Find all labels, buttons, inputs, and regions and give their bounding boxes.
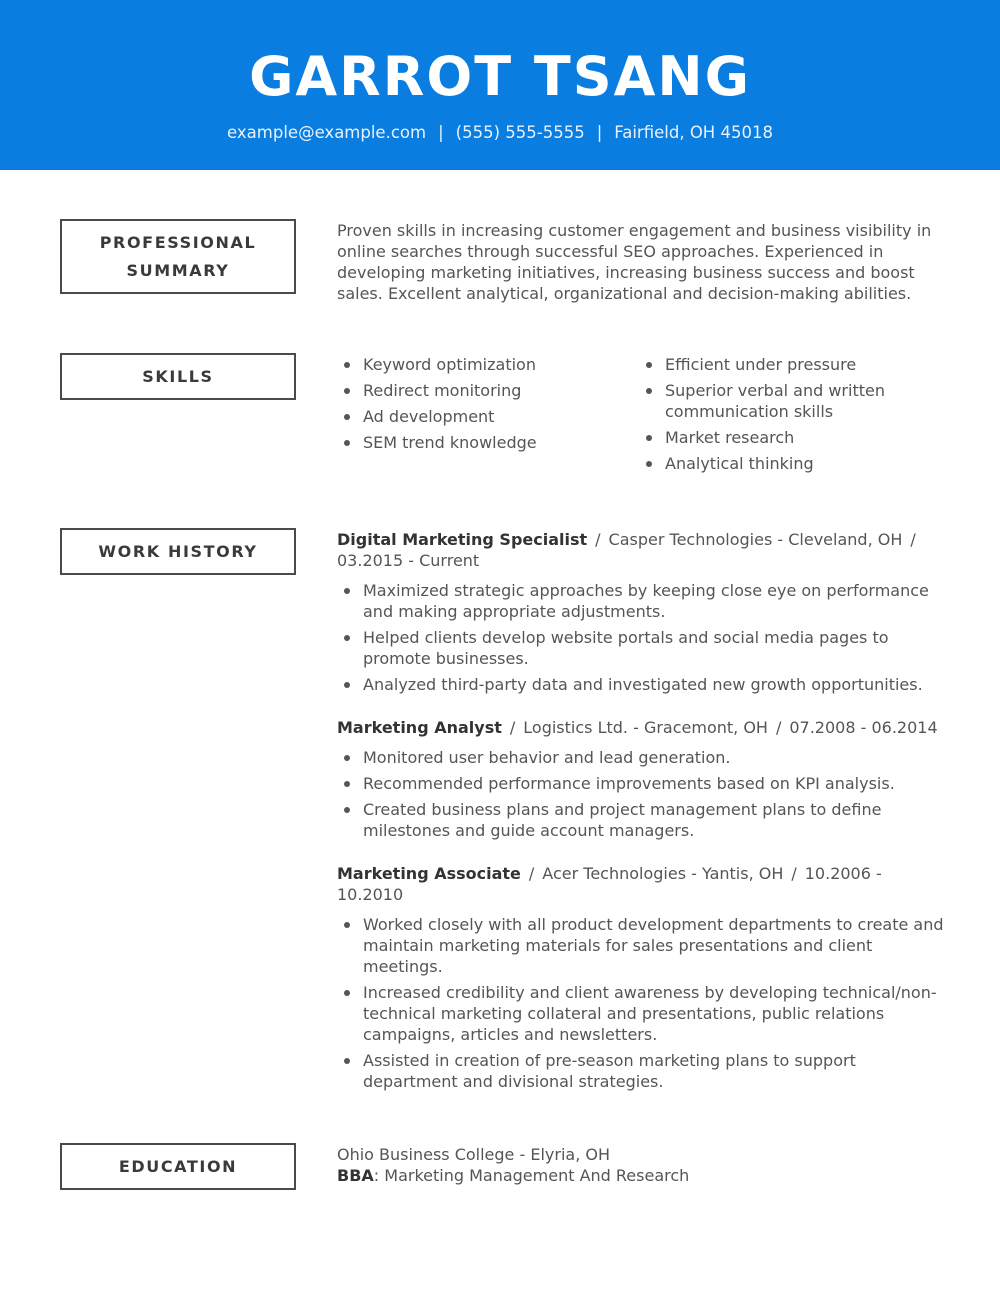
work-heading-box — [60, 528, 296, 575]
job-company: Logistics Ltd. - Gracemont, OH — [523, 718, 768, 737]
skill-item: Efficient under pressure — [639, 354, 899, 375]
skill-item: Ad development — [337, 406, 627, 427]
job-entry — [337, 717, 947, 841]
skills-column-right — [639, 354, 899, 479]
job-title: Digital Marketing Specialist — [337, 530, 588, 549]
job-title: Marketing Analyst — [337, 718, 502, 737]
job-bullet: Maximized strategic approaches by keeping close eye on performance and making appropriate adjustments. — [337, 580, 947, 622]
skill-item: SEM trend knowledge — [337, 432, 627, 453]
candidate-name: GARROT TSANG — [249, 45, 751, 108]
job-bullets — [337, 747, 947, 841]
contact-line — [0, 121, 1000, 145]
education-field: : Marketing Management And Research — [373, 1166, 690, 1185]
job-entry — [337, 529, 947, 695]
job-separator: / — [775, 718, 782, 737]
summary-text: Proven skills in increasing customer engagement and business visibility in online searches through successful SEO approaches. Experienced in developing marketing initiatives, increasing business success and boost sales. Excellent analytical, organizational and decision-making abilities. — [337, 221, 932, 303]
work-heading: WORK HISTORY — [98, 541, 258, 561]
job-bullet: Helped clients develop website portals and social media pages to promote businesses. — [337, 627, 947, 669]
education-details — [337, 1144, 947, 1186]
skills-heading: SKILLS — [142, 366, 214, 386]
contact-phone: (555) 555-5555 — [455, 123, 585, 142]
job-bullets — [337, 914, 947, 1092]
education-heading: EDUCATION — [118, 1156, 238, 1176]
job-bullets — [337, 580, 947, 695]
skill-item: Redirect monitoring — [337, 380, 627, 401]
job-bullet: Assisted in creation of pre-season marketing plans to support department and divisional strategies. — [337, 1050, 947, 1092]
job-dates: 10.2006 - 10.2010 — [337, 864, 882, 904]
job-bullet: Worked closely with all product development departments to create and maintain marketing materials for sales presentations and client meetings. — [337, 914, 947, 977]
education-degree-line — [337, 1165, 947, 1186]
job-bullet: Increased credibility and client awareness by developing technical/non-technical marketing collateral and presentations, public relations campaigns, articles and newsletters. — [337, 982, 947, 1045]
skill-item: Market research — [639, 427, 899, 448]
job-company: Acer Technologies - Yantis, OH — [542, 864, 784, 883]
resume-header — [0, 0, 1000, 170]
job-bullet: Recommended performance improvements based on KPI analysis. — [337, 773, 947, 794]
job-bullet: Monitored user behavior and lead generation. — [337, 747, 947, 768]
summary-heading-box — [60, 219, 296, 294]
work-list — [337, 529, 947, 1114]
job-company: Casper Technologies - Cleveland, OH — [608, 530, 903, 549]
contact-email: example@example.com — [227, 123, 427, 142]
job-title: Marketing Associate — [337, 864, 521, 883]
education-heading-box — [60, 1143, 296, 1190]
contact-separator: | — [438, 123, 444, 142]
skill-item: Keyword optimization — [337, 354, 627, 375]
job-separator: / — [595, 530, 601, 549]
job-dates: 07.2008 - 06.2014 — [789, 718, 938, 737]
job-bullet: Analyzed third-party data and investigated new growth opportunities. — [337, 674, 947, 695]
skills-list — [337, 354, 947, 484]
contact-separator: | — [596, 123, 603, 142]
job-bullet: Created business plans and project management plans to define milestones and guide account managers. — [337, 799, 947, 841]
job-separator: / — [509, 718, 516, 737]
job-dates: 03.2015 - Current — [337, 551, 480, 570]
job-header — [337, 529, 947, 571]
summary-heading-line1: PROFESSIONAL — [99, 232, 257, 252]
summary-heading-line2: SUMMARY — [126, 260, 230, 280]
job-separator: / — [528, 864, 535, 883]
job-header — [337, 717, 947, 738]
education-degree: BBA — [337, 1166, 374, 1185]
skills-column-left — [337, 354, 627, 458]
skills-heading-box — [60, 353, 296, 400]
skill-item: Superior verbal and written communication skills — [639, 380, 899, 422]
job-separator: / — [791, 864, 797, 883]
skill-item: Analytical thinking — [639, 453, 899, 474]
job-header — [337, 863, 947, 905]
job-entry — [337, 863, 947, 1092]
contact-location: Fairfield, OH 45018 — [614, 123, 773, 142]
job-separator: / — [910, 530, 916, 549]
education-school: Ohio Business College - Elyria, OH — [337, 1145, 610, 1164]
